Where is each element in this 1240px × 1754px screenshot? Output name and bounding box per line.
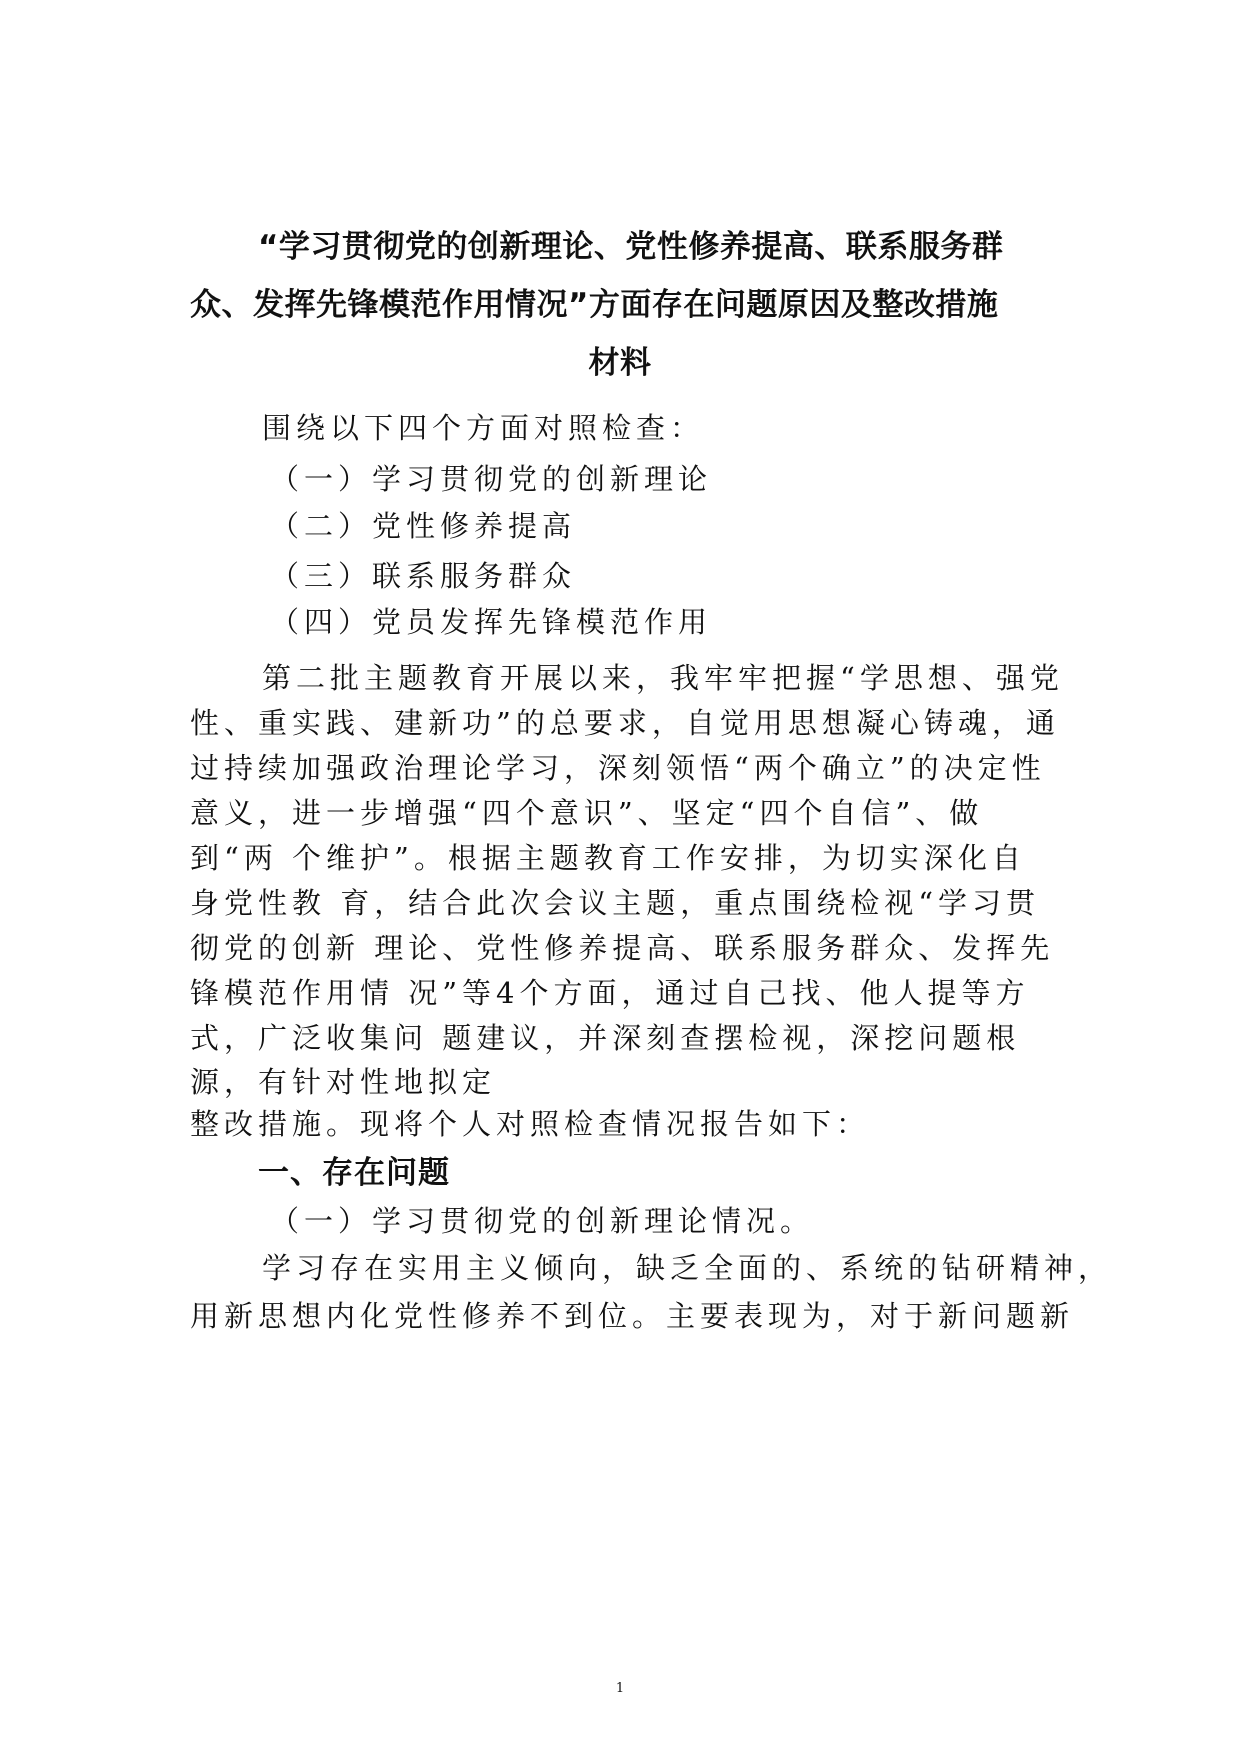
body-line-6: 身党性教 育，结合此次会议主题，重点围绕检视“学习贯 (190, 886, 1041, 920)
body-line-11: 整改措施。现将个人对照检查情况报告如下： (190, 1107, 871, 1141)
body-line-5: 到“两 个维护”。根据主题教育工作安排，为切实深化自 (190, 841, 1026, 875)
section-heading: 一、存在问题 (258, 1155, 450, 1191)
body-line-2: 性、重实践、建新功”的总要求，自觉用思想凝心铸魂，通 (190, 706, 1060, 740)
document-title (190, 218, 1050, 392)
body-line-1: 第二批主题教育开展以来，我牢牢把握“学思想、强党 (262, 661, 1064, 695)
tail-line-2: 用新思想内化党性修养不到位。主要表现为，对于新问题新 (190, 1299, 1075, 1333)
page-number: 1 (615, 1681, 625, 1696)
check-item-4: （四）党员发挥先锋模范作用 (270, 605, 713, 639)
body-line-8: 锋模范作用情 况”等4个方面，通过自己找、他人提等方 (190, 976, 1030, 1010)
title-line-3: 材料 (588, 345, 652, 381)
title-line-2: 众、发挥先锋模范作用情况”方面存在问题原因及整改措施 (190, 287, 999, 323)
check-item-2: （二）党性修养提高 (270, 509, 577, 543)
title-line-1: “学习贯彻党的创新理论、党性修养提高、联系服务群 (258, 229, 1004, 265)
body-line-9: 式，广泛收集问 题建议，并深刻查摆检视，深挖问题根 (190, 1021, 1021, 1055)
subsection-title: （一）学习贯彻党的创新理论情况。 (270, 1204, 815, 1238)
check-item-1: （一）学习贯彻党的创新理论 (270, 462, 713, 496)
body-line-7: 彻党的创新 理论、党性修养提高、联系服务群众、发挥先 (190, 931, 1055, 965)
body-line-4: 意义，进一步增强“四个意识”、坚定“四个自信”、做 (190, 796, 984, 830)
body-line-10: 源，有针对性地拟定 (190, 1065, 497, 1099)
tail-line-1: 学习存在实用主义倾向，缺乏全面的、系统的钻研精神， (262, 1251, 1113, 1285)
check-item-3: （三）联系服务群众 (270, 559, 577, 593)
body-line-3: 过持续加强政治理论学习，深刻领悟“两个确立”的决定性 (190, 751, 1046, 785)
intro-text: 围绕以下四个方面对照检查： (262, 411, 705, 445)
